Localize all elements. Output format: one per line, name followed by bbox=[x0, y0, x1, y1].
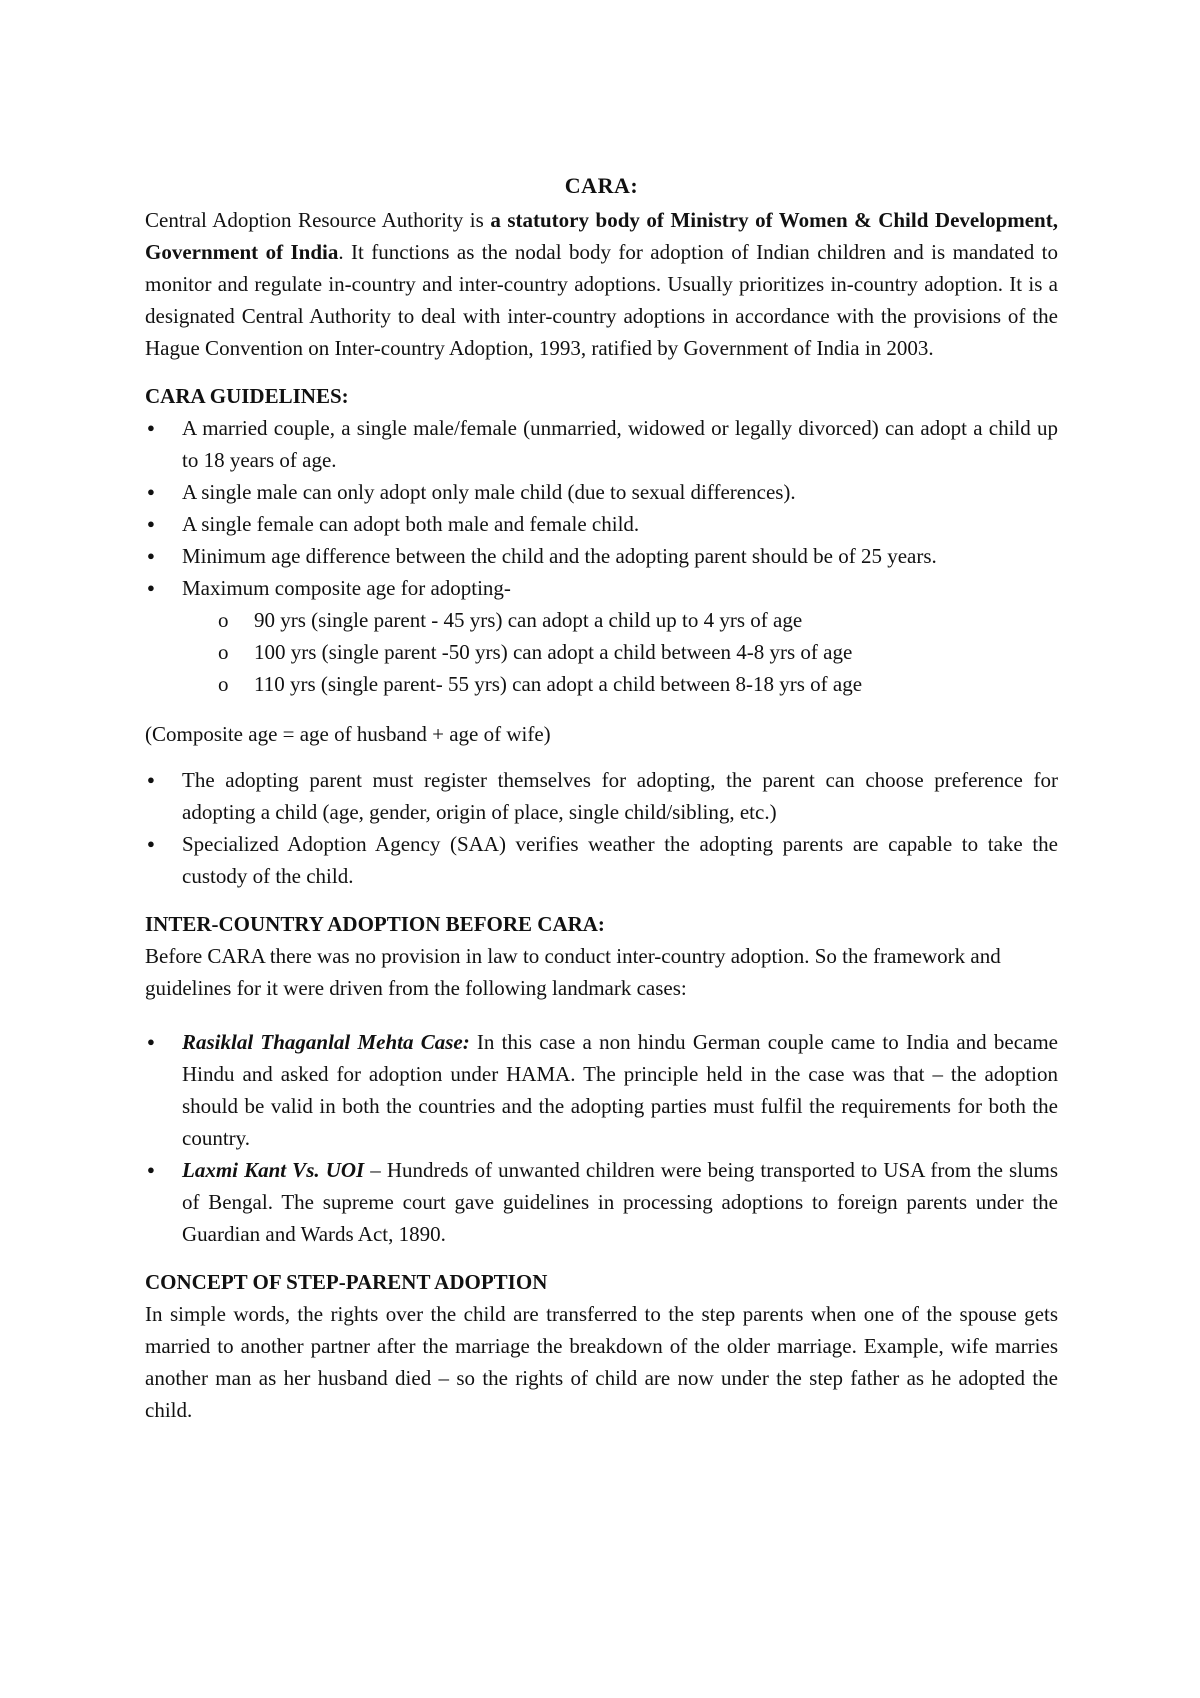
list-item: ● Specialized Adoption Agency (SAA) verifies weather the adopting parents are capable to take the custody of the child. bbox=[145, 828, 1058, 892]
page-title: CARA: bbox=[564, 173, 639, 198]
intro-prefix: Central Adoption Resource Authority is bbox=[145, 208, 491, 232]
list-item: ● A single male can only adopt only male child (due to sexual differences). bbox=[145, 476, 1058, 508]
inter-country-paragraph: Before CARA there was no provision in law to conduct inter-country adoption. So the framework and guidelines for it were driven from the following landmark cases: bbox=[145, 944, 1001, 1000]
registration-list bbox=[145, 764, 1058, 892]
sub-list-item: o 90 yrs (single parent - 45 yrs) can adopt a child up to 4 yrs of age bbox=[145, 604, 1058, 636]
list-item: ● The adopting parent must register themselves for adopting, the parent can choose preference for adopting a child (age, gender, origin of place, single child/sibling, etc.) bbox=[145, 764, 1058, 828]
intro-suffix: . It functions as the nodal body for adoption of Indian children and is mandated to monitor and regulate in-country and inter-country adoptions. Usually prioritizes in-country adoption. It is a designated Central Authority to deal with inter-country adoptions in accordance with the provisions of the Hague Convention on Inter-country Adoption, 1993, ratified by Government of India in 2003. bbox=[145, 240, 1058, 360]
step-parent-paragraph: In simple words, the rights over the child are transferred to the step parents when one of the spouse gets married to another partner after the marriage the breakdown of the older marriage. Example, wife marries another man as her husband died – so the rights of child are now under the step father as he adopted the child. bbox=[145, 1302, 1058, 1422]
list-item: ● Maximum composite age for adopting- bbox=[145, 572, 1058, 604]
cases-list bbox=[145, 1026, 1058, 1250]
case-item bbox=[145, 1154, 1058, 1250]
list-item: ● Minimum age difference between the child and the adopting parent should be of 25 years. bbox=[145, 540, 1058, 572]
intro-bold: a statutory body of Ministry of Women & Child Development, Government of India bbox=[145, 208, 1058, 264]
case-item bbox=[145, 1026, 1058, 1154]
case-name: Rasiklal Thaganlal Mehta Case: bbox=[182, 1030, 470, 1054]
guidelines-list bbox=[145, 412, 1058, 604]
sub-list-item: o 110 yrs (single parent- 55 yrs) can adopt a child between 8-18 yrs of age bbox=[145, 668, 1058, 700]
composite-age-note: (Composite age = age of husband + age of wife) bbox=[145, 722, 551, 746]
guidelines-heading: CARA GUIDELINES: bbox=[145, 384, 349, 408]
step-parent-heading: CONCEPT OF STEP-PARENT ADOPTION bbox=[145, 1270, 548, 1294]
case-text: In this case a non hindu German couple came to India and became Hindu and asked for adoption under HAMA. The principle held in the case was that – the adoption should be valid in both the countries and the adopting parties must fulfil the requirements for both the country. bbox=[182, 1030, 1058, 1150]
composite-age-list bbox=[145, 604, 1058, 700]
sub-list-item: o 100 yrs (single parent -50 yrs) can adopt a child between 4-8 yrs of age bbox=[145, 636, 1058, 668]
list-item: ● A single female can adopt both male and female child. bbox=[145, 508, 1058, 540]
document-page bbox=[145, 170, 1058, 1426]
case-name: Laxmi Kant Vs. UOI bbox=[182, 1158, 365, 1182]
case-text: – Hundreds of unwanted children were being transported to USA from the slums of Bengal. The supreme court gave guidelines in processing adoptions to foreign parents under the Guardian and Wards Act, 1890. bbox=[182, 1158, 1058, 1246]
intro-paragraph bbox=[145, 204, 1058, 364]
inter-country-heading: INTER-COUNTRY ADOPTION BEFORE CARA: bbox=[145, 912, 605, 936]
list-item: ● A married couple, a single male/female (unmarried, widowed or legally divorced) can adopt a child up to 18 years of age. bbox=[145, 412, 1058, 476]
